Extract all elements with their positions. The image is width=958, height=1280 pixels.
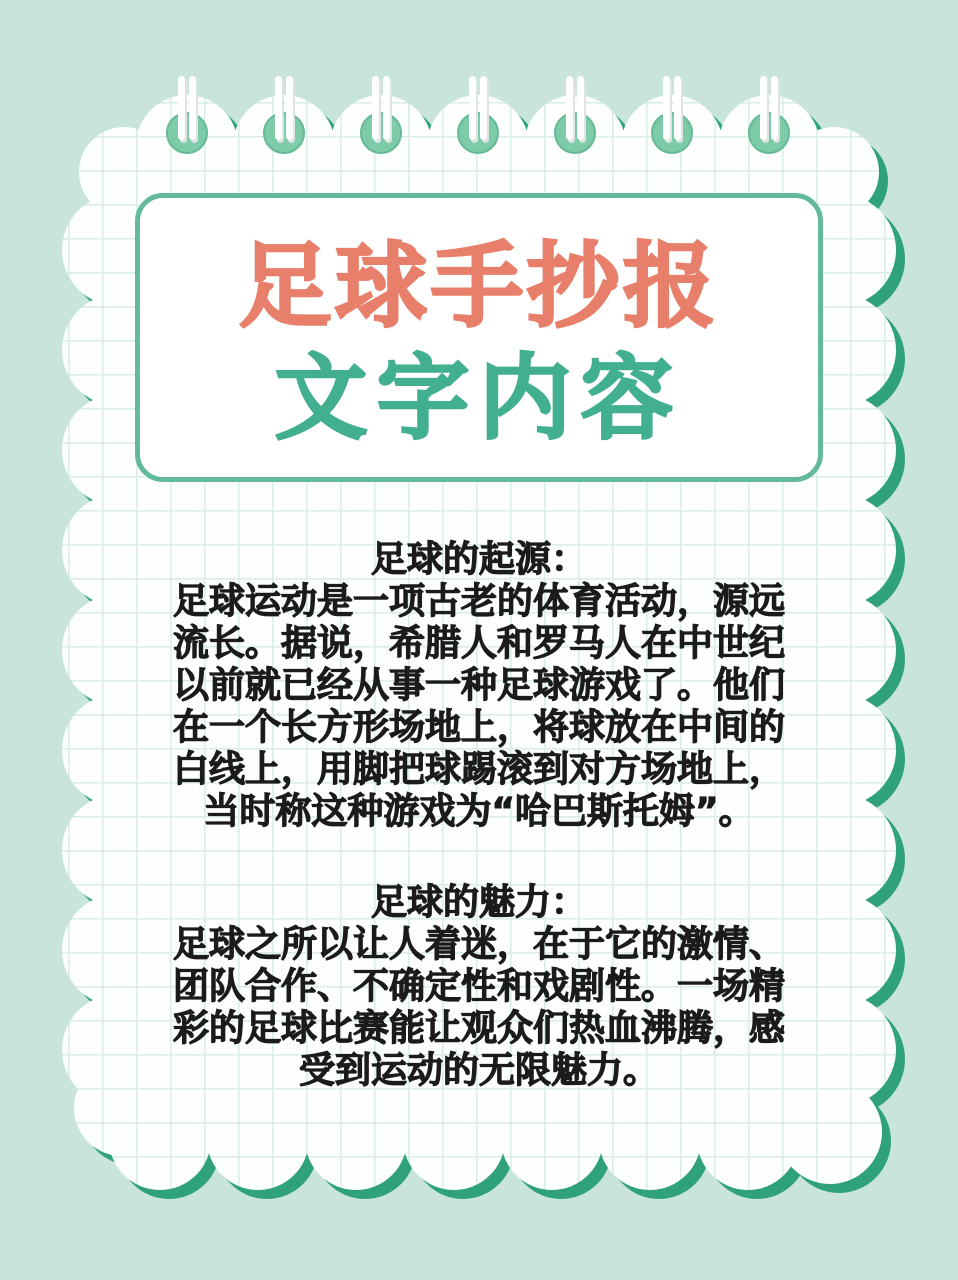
binding-pin (480, 76, 487, 140)
text-line: 足球之所以让人着迷，在于它的激情、 (172, 924, 785, 965)
section-heading: 足球的魅力： (370, 882, 587, 923)
binding-pin (372, 76, 379, 140)
binding-pin (577, 76, 584, 140)
binding-pin (760, 76, 767, 140)
binding-pin (383, 76, 390, 140)
binding-pin (469, 76, 476, 140)
text-line: 在一个长方形场地上，将球放在中间的 (172, 707, 785, 748)
text-line: 足球运动是一项古老的体育活动，源远 (172, 581, 785, 622)
text-line: 当时称这种游戏为“哈巴斯托姆”。 (203, 791, 755, 832)
binding-pin (771, 76, 778, 140)
binding-pin (178, 76, 185, 140)
binding-pin (275, 76, 282, 140)
poster-title-line2: 文字内容 (274, 344, 683, 452)
section-heading: 足球的起源： (370, 539, 587, 580)
text-line: 以前就已经从事一种足球游戏了。他们 (172, 665, 785, 706)
binding-pin (674, 76, 681, 140)
binding-pin (286, 76, 293, 140)
binding-pin (663, 76, 670, 140)
text-line: 受到运动的无限魅力。 (298, 1050, 659, 1091)
text-line: 白线上，用脚把球踢滚到对方场地上， (172, 749, 785, 790)
poster-title-line1: 足球手抄报 (238, 232, 719, 340)
binding-pin (189, 76, 196, 140)
title-card (135, 193, 823, 482)
section-charm (80, 882, 878, 1092)
section-origin (80, 539, 878, 833)
text-line: 流长。据说，希腊人和罗马人在中世纪 (172, 623, 785, 664)
text-line: 团队合作、不确定性和戏剧性。一场精 (172, 966, 785, 1007)
text-line: 彩的足球比赛能让观众们热血沸腾，感 (172, 1008, 785, 1049)
binding-pin (566, 76, 573, 140)
